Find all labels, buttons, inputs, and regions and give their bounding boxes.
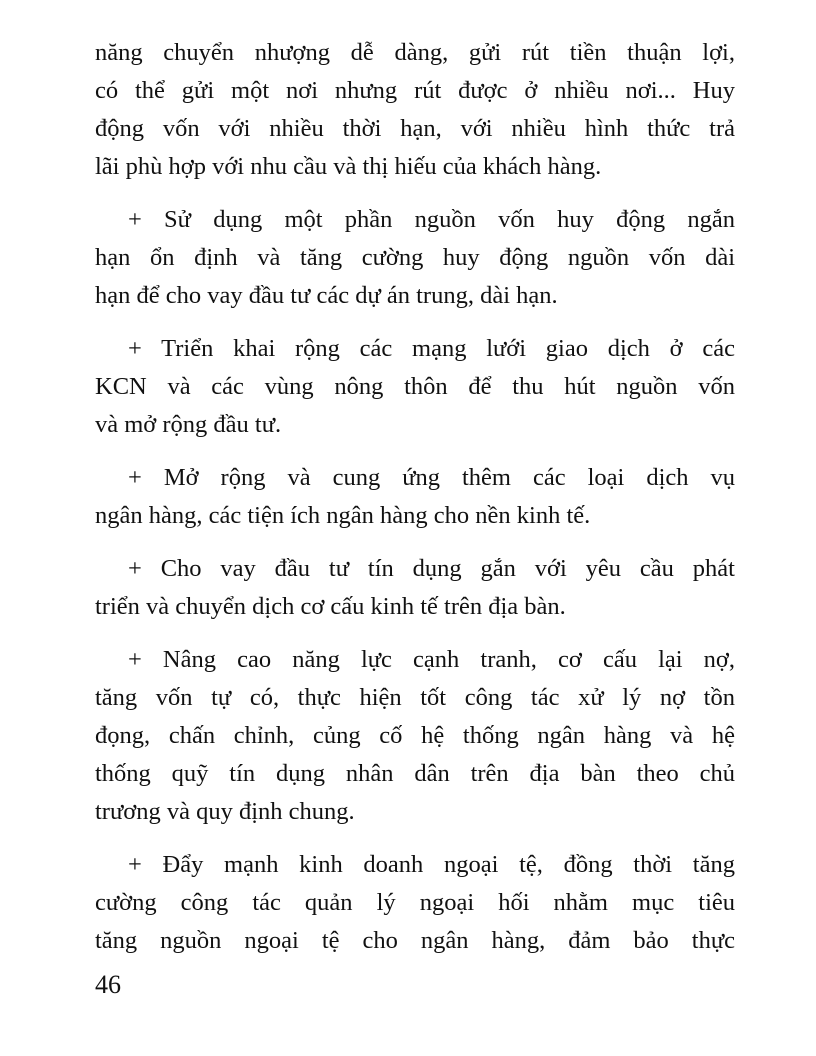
text-line: tăng vốn tự có, thực hiện tốt công tác xử lý nợ tồn	[95, 684, 735, 711]
text-line: hạn để cho vay đầu tư các dự án trung, dài hạn.	[95, 282, 558, 309]
text-line: có thể gửi một nơi nhưng rút được ở nhiều nơi... Huy	[95, 77, 735, 104]
text-line: + Đẩy mạnh kinh doanh ngoại tệ, đồng thời tăng	[128, 851, 735, 878]
paragraph-item	[95, 846, 735, 960]
text-line: động vốn với nhiều thời hạn, với nhiều hình thức trả	[95, 115, 735, 142]
text-line: KCN và các vùng nông thôn để thu hút nguồn vốn	[95, 373, 735, 400]
text-line: tăng nguồn ngoại tệ cho ngân hàng, đảm bảo thực	[95, 927, 735, 954]
paragraph-continuation	[95, 34, 735, 186]
paragraph-item	[95, 459, 735, 535]
paragraph-item	[95, 641, 735, 831]
text-line: năng chuyển nhượng dễ dàng, gửi rút tiền thuận lợi,	[95, 39, 735, 66]
text-line: ngân hàng, các tiện ích ngân hàng cho nền kinh tế.	[95, 502, 591, 529]
text-line: triển và chuyển dịch cơ cấu kinh tế trên địa bàn.	[95, 593, 566, 620]
paragraph-item	[95, 330, 735, 444]
paragraph-item	[95, 550, 735, 626]
text-line: thống quỹ tín dụng nhân dân trên địa bàn theo chủ	[95, 760, 735, 787]
text-line: cường công tác quản lý ngoại hối nhằm mục tiêu	[95, 889, 735, 916]
text-line: + Triển khai rộng các mạng lưới giao dịch ở các	[128, 335, 735, 362]
text-line: + Cho vay đầu tư tín dụng gắn với yêu cầu phát	[128, 555, 735, 582]
text-line: + Nâng cao năng lực cạnh tranh, cơ cấu lại nợ,	[128, 646, 735, 673]
text-line: đọng, chấn chỉnh, củng cố hệ thống ngân hàng và hệ	[95, 722, 735, 749]
text-line: hạn ổn định và tăng cường huy động nguồn vốn dài	[95, 244, 735, 271]
text-line: và mở rộng đầu tư.	[95, 411, 282, 438]
text-line: trương và quy định chung.	[95, 798, 355, 825]
text-line: + Sử dụng một phần nguồn vốn huy động ngắn	[128, 206, 735, 233]
text-line: lãi phù hợp với nhu cầu và thị hiếu của khách hàng.	[95, 153, 602, 180]
document-page	[95, 34, 735, 1034]
paragraph-item	[95, 201, 735, 315]
page-number: 46	[95, 970, 121, 999]
text-line: + Mở rộng và cung ứng thêm các loại dịch vụ	[128, 464, 735, 491]
